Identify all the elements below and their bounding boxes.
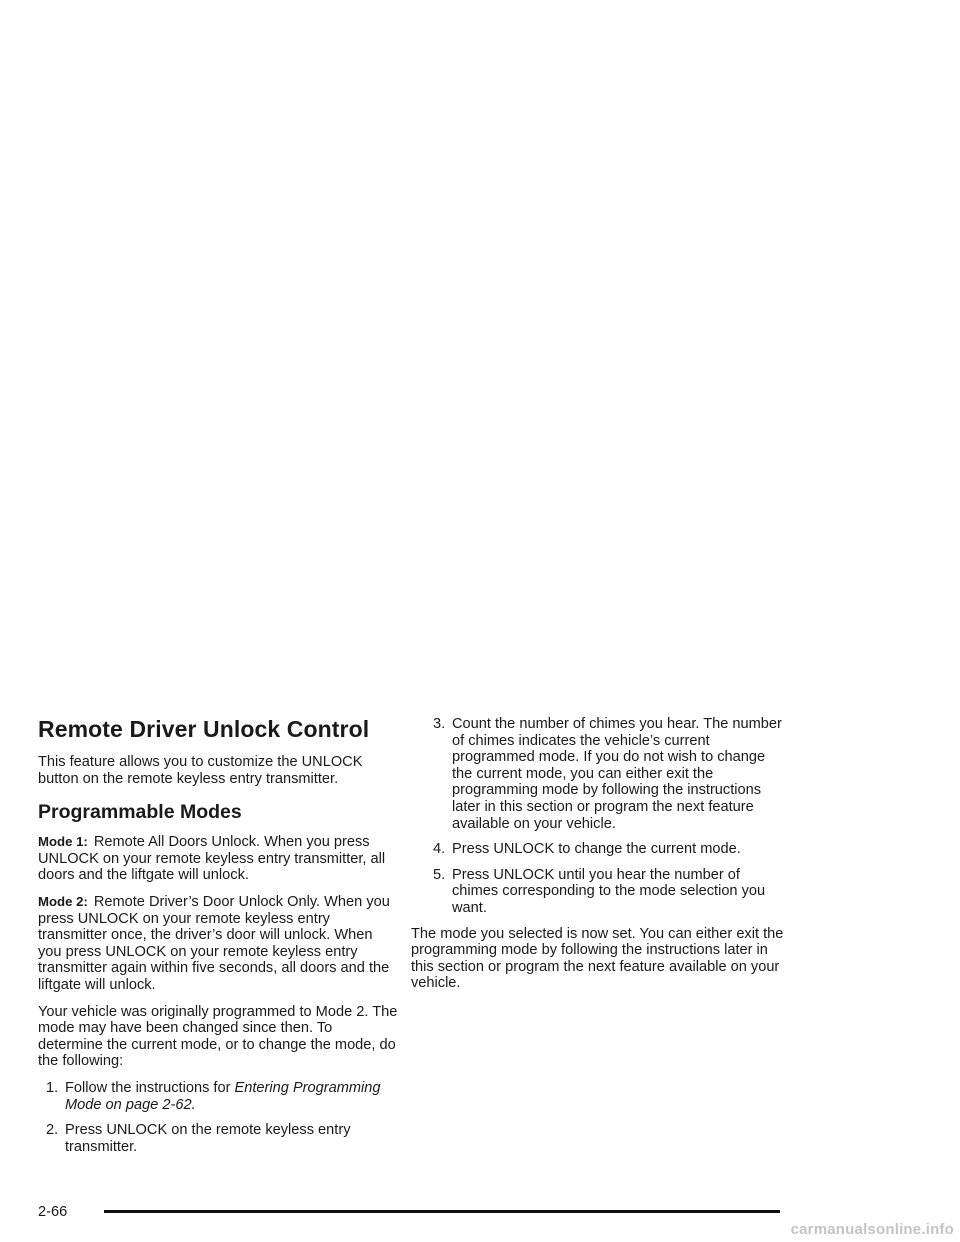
step-number: 4. [433, 841, 446, 858]
step-cross-reference: Entering Programming Mode on page 2-62 [65, 1079, 381, 1113]
steps-list-left [38, 1080, 400, 1155]
step-item [38, 1122, 400, 1155]
mode2-label: Mode 2: [38, 893, 88, 909]
step-end: . [191, 1096, 196, 1113]
step-item [411, 841, 785, 858]
subsection-title: Programmable Modes [38, 801, 242, 824]
mode1-text: Remote All Doors Unlock. When you press UNLOCK on your remote keyless entry transmitter, all doors and the liftgate will unlock. [38, 834, 386, 884]
page-number: 2-66 [38, 1204, 68, 1220]
step-number: 3. [433, 716, 446, 732]
mode2-paragraph [38, 894, 400, 994]
mode1-label: Mode 1: [38, 834, 88, 850]
step-text: Count the number of chimes you hear. The number of chimes indicates the vehicle’s current programmed mode. If you do not wish to change the current mode, you can either exit the programming mode by following the instructions later in this section or program the next feature available on your vehicle. [452, 716, 782, 832]
mode1-paragraph [38, 834, 400, 884]
step-number: 1. [46, 1079, 59, 1096]
step-text: Press UNLOCK on the remote keyless entry transmitter. [65, 1122, 351, 1155]
step-number: 2. [46, 1122, 59, 1139]
mode2-text: Remote Driver’s Door Unlock Only. When you press UNLOCK on your remote keyless entry transmitter once, the driver’s door will unlock. When you press UNLOCK on your remote keyless entry transmitter again within five seconds, all doors and the liftgate will unlock. [38, 893, 390, 993]
intro-paragraph: This feature allows you to customize the UNLOCK button on the remote keyless entry transmitter. [38, 754, 363, 787]
original-mode-paragraph: Your vehicle was originally programmed to Mode 2. The mode may have been changed since then. To determine the current mode, or to change the mode, do the following: [38, 1003, 398, 1070]
step-number: 5. [433, 866, 446, 883]
closing-paragraph: The mode you selected is now set. You can either exit the programming mode by following the instructions later in this section or program the next feature available on your vehicle. [411, 925, 784, 992]
step-text: Follow the instructions for [65, 1079, 235, 1096]
right-column [411, 716, 785, 1002]
step-item [411, 867, 785, 917]
section-title: Remote Driver Unlock Control [38, 716, 370, 742]
watermark: carmanualsonline.info [790, 1221, 954, 1238]
footer-rule [104, 1210, 780, 1213]
step-text: Press UNLOCK until you hear the number of chimes corresponding to the mode selection you want. [452, 866, 766, 916]
step-item [38, 1080, 400, 1113]
left-column [38, 716, 400, 1164]
steps-list-right [411, 716, 785, 917]
step-item [411, 716, 785, 832]
step-text: Press UNLOCK to change the current mode. [452, 841, 741, 858]
